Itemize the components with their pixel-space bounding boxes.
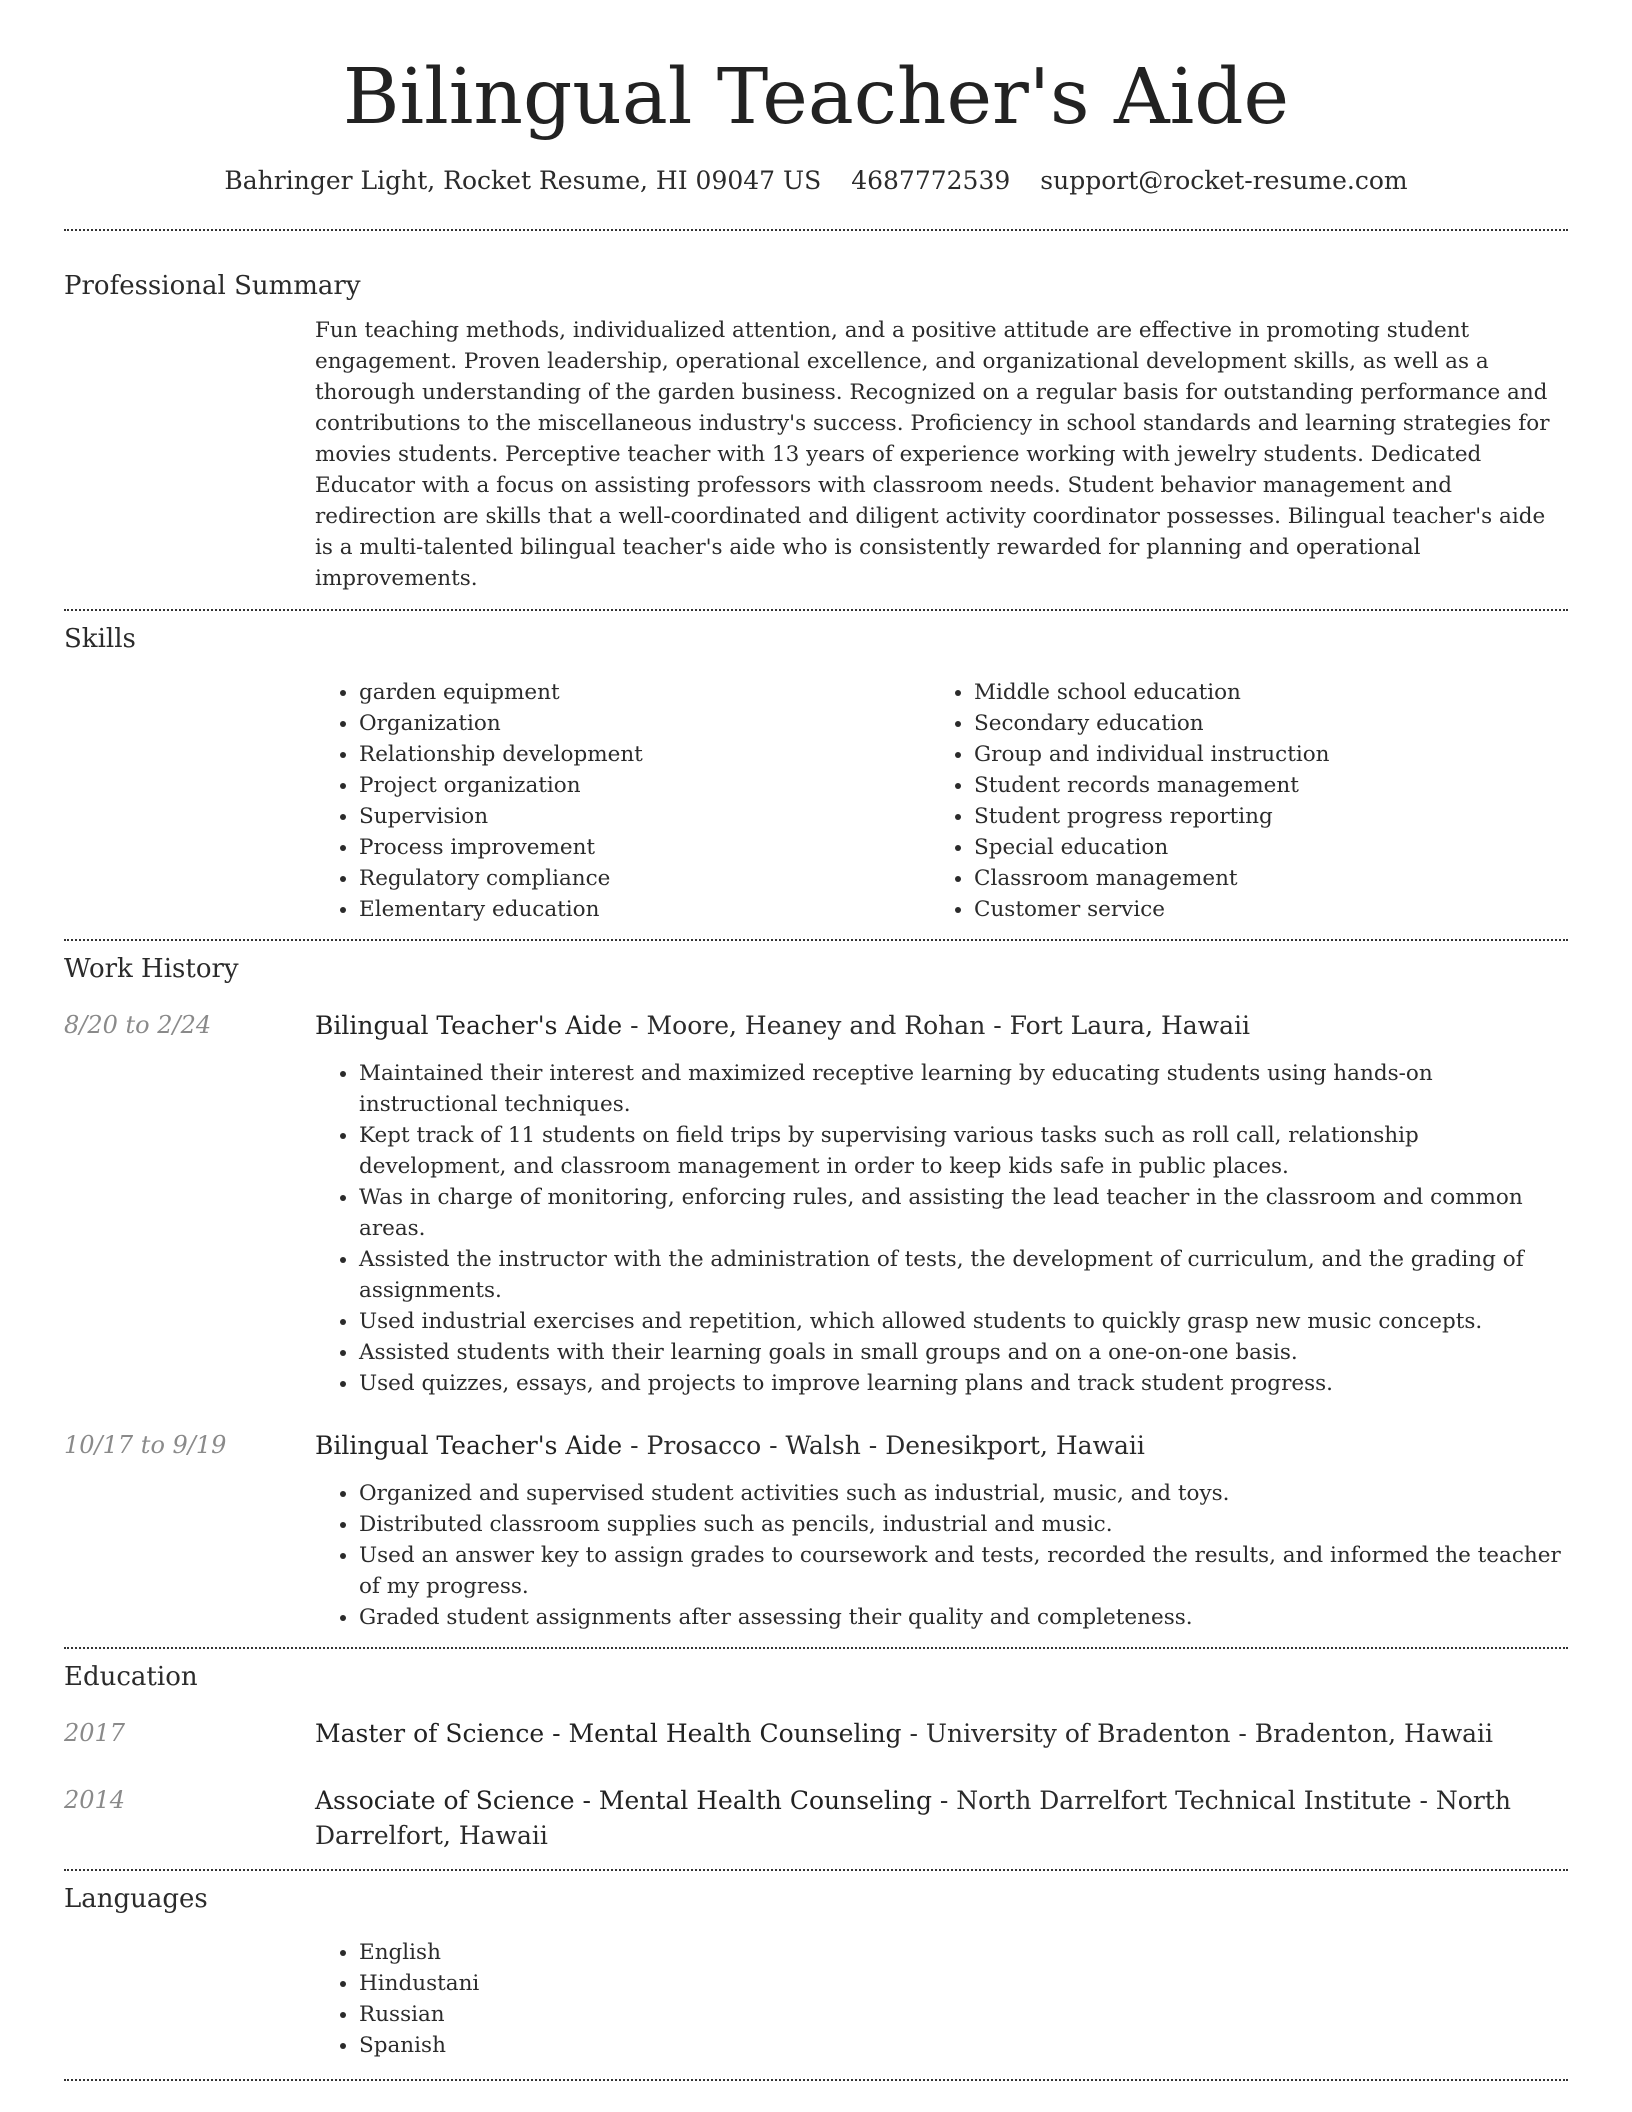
list-item: • Special education [974,832,1545,863]
job-heading [315,1008,1568,1043]
job-role: Bilingual Teacher's Aide [315,1431,623,1460]
section-title-summary: Professional Summary [64,271,361,301]
job-bullets [315,1058,1568,1399]
languages-content [315,1937,1568,2061]
skills-grid [315,677,1568,925]
list-item: • Customer service [974,894,1545,925]
candidate-name: Bilingual Teacher's Aide [342,53,1290,142]
job-bullet-list [315,1058,1568,1399]
job-bullets [315,1478,1568,1633]
list-item: • Used industrial exercises and repetition, which allowed students to quickly grasp new music concepts. [359,1306,1568,1337]
list-item: • Spanish [359,2030,1568,2061]
degree: Associate of Science - Mental Health Counseling [315,1786,932,1815]
job-company: Moore, Heaney and Rohan [646,1011,986,1040]
divider [64,2079,1568,2081]
separator: - [985,1011,1010,1040]
list-item: • Kept track of 11 students on field trips by supervising various tasks such as roll call, relationship development, and classroom management in order to keep kids safe in public places. [359,1120,1568,1182]
job-location: Denesikport, Hawaii [885,1431,1145,1460]
list-item: • Supervision [359,801,930,832]
section-title-work: Work History [64,954,239,984]
skills-list-right [930,677,1545,925]
job-entry [64,1428,1568,1633]
list-item: • Assisted students with their learning goals in small groups and on a one-on-one basis. [359,1337,1568,1368]
list-item: • Was in charge of monitoring, enforcing rules, and assisting the lead teacher in the classroom and common areas. [359,1182,1568,1244]
education-year: 2014 [64,1786,126,1814]
address: Bahringer Light, Rocket Resume, HI 09047 US [224,166,822,195]
job-company: Prosacco - Walsh [646,1431,861,1460]
list-item: • Organization [359,708,930,739]
separator: - [622,1431,647,1460]
list-item: • garden equipment [359,677,930,708]
list-item: • Secondary education [974,708,1545,739]
list-item: • Regulatory compliance [359,863,930,894]
job-dates: 8/20 to 2/24 [64,1011,212,1039]
list-item: • Middle school education [974,677,1545,708]
languages-list [315,1937,1568,2061]
job-dates: 10/17 to 9/19 [64,1431,227,1459]
separator: - [860,1431,886,1460]
job-entry [64,1008,1568,1399]
list-item: • Assisted the instructor with the administration of tests, the development of curriculum, and the grading of assignments. [359,1244,1568,1306]
list-item: • Group and individual instruction [974,739,1545,770]
section-title-education: Education [64,1662,198,1692]
list-item: • Student progress reporting [974,801,1545,832]
skills-column-left [315,677,930,925]
job-location: Fort Laura, Hawaii [1009,1011,1250,1040]
skills-list-left [315,677,930,925]
list-item: • Student records management [974,770,1545,801]
list-item: • Organized and supervised student activities such as industrial, music, and toys. [359,1478,1568,1509]
job-role: Bilingual Teacher's Aide [315,1011,623,1040]
list-item: • Distributed classroom supplies such as pencils, industrial and music. [359,1509,1568,1540]
job-bullet-list [315,1478,1568,1633]
list-item: • Elementary education [359,894,930,925]
list-item: • Russian [359,1999,1568,2030]
list-item: • Classroom management [974,863,1545,894]
education-section [64,1649,1568,1853]
section-title-skills: Skills [64,624,136,654]
list-item: • Graded student assignments after assessing their quality and completeness. [359,1602,1568,1633]
degree: Master of Science - Mental Health Counseling [315,1719,902,1748]
email[interactable]: support@rocket-resume.com [1040,166,1408,195]
list-item: • Project organization [359,770,930,801]
summary-section [64,231,1568,594]
education-entry [64,1716,1568,1751]
list-item: • English [359,1937,1568,1968]
list-item: • Used an answer key to assign grades to coursework and tests, recorded the results, and informed the teacher of my progress. [359,1540,1568,1602]
education-institution: - North Darrelfort Technical Institute - North Darrelfort, Hawaii [315,1786,1511,1850]
education-year: 2017 [64,1719,126,1747]
skills-column-right [930,677,1545,925]
job-heading [315,1428,1568,1463]
summary-text: Fun teaching methods, individualized attention, and a positive attitude are effective in promoting student engagement. Proven leadership, operational excellence, and organizational development skills, as well as a thorough understanding of the garden business. Recognized on a regular basis for outstanding performance and contributions to the miscellaneous industry's success. Proficiency in school standards and learning strategies for movies students. Perceptive teacher with 13 years of experience working with jewelry students. Dedicated Educator with a focus on assisting professors with classroom needs. Student behavior management and redirection are skills that a well-coordinated and diligent activity coordinator possesses. Bilingual teacher's aide is a multi-talented bilingual teacher's aide who is consistently rewarded for planning and operational improvements. [315,318,1550,591]
list-item: • Process improvement [359,832,930,863]
phone: 4687772539 [851,166,1011,195]
resume-page [64,0,1568,2081]
work-section [64,941,1568,1633]
list-item: • Used quizzes, essays, and projects to improve learning plans and track student progress. [359,1368,1568,1399]
contact-line [64,164,1568,198]
education-entry [64,1783,1568,1853]
section-title-languages: Languages [64,1884,208,1914]
education-heading [315,1783,1568,1853]
summary-content [315,315,1568,594]
list-item: • Hindustani [359,1968,1568,1999]
skills-section [64,611,1568,925]
education-heading [315,1716,1568,1751]
languages-section [64,1871,1568,2061]
education-institution: - University of Bradenton - Bradenton, Hawaii [901,1719,1494,1748]
list-item: • Relationship development [359,739,930,770]
list-item: • Maintained their interest and maximized receptive learning by educating students using hands-on instructional techniques. [359,1058,1568,1120]
separator: - [622,1011,647,1040]
